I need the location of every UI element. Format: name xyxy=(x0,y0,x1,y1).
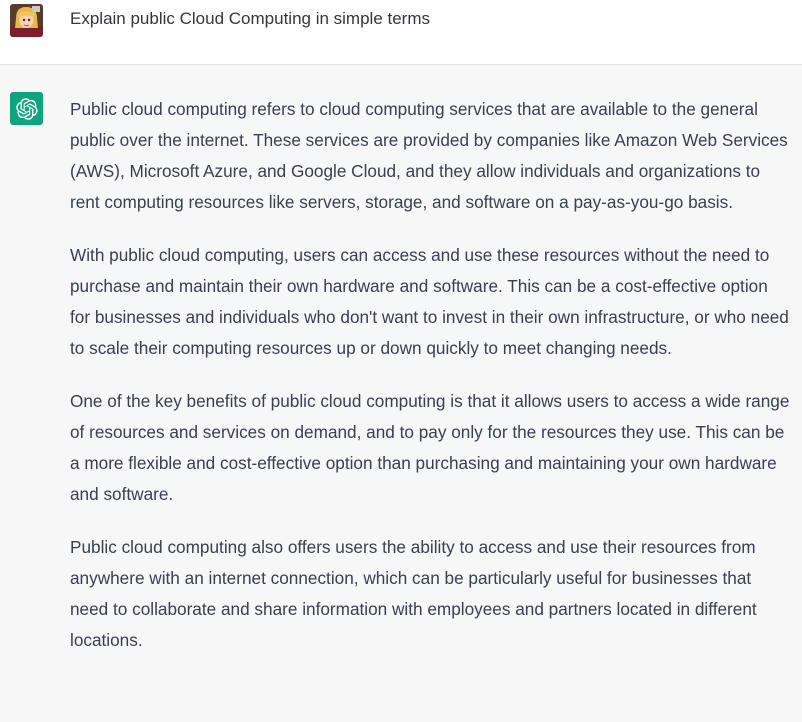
assistant-response xyxy=(70,94,790,678)
openai-logo-icon xyxy=(10,92,43,125)
response-paragraph: Public cloud computing also offers users the ability to access and use their resources from anywhere with an internet connection, which can be particularly useful for businesses that need to collaborate and share information with employees and partners located in different locations. xyxy=(70,537,757,650)
user-avatar xyxy=(10,4,43,37)
user-avatar-image xyxy=(10,4,43,37)
user-prompt-text: Explain public Cloud Computing in simple terms xyxy=(70,9,430,28)
user-message-row xyxy=(0,0,802,65)
response-paragraph: One of the key benefits of public cloud computing is that it allows users to access a wide range of resources and services on demand, and to pay only for the resources they use. This can be a more flexible and cost-effective option than purchasing and maintaining your own hardware and software. xyxy=(70,391,790,504)
response-paragraph: Public cloud computing refers to cloud computing services that are available to the general public over the internet. These services are provided by companies like Amazon Web Services (AWS), Microsoft Azure, and Google Cloud, and they allow individuals and organizations to rent computing resources like servers, storage, and software on a pay-as-you-go basis. xyxy=(70,99,788,212)
response-paragraph: With public cloud computing, users can access and use these resources without the need to purchase and maintain their own hardware and software. This can be a cost-effective option for businesses and individuals who don't want to invest in their own infrastructure, or who need to scale their computing resources up or down quickly to meet changing needs. xyxy=(70,245,789,358)
assistant-message-row xyxy=(0,65,802,722)
